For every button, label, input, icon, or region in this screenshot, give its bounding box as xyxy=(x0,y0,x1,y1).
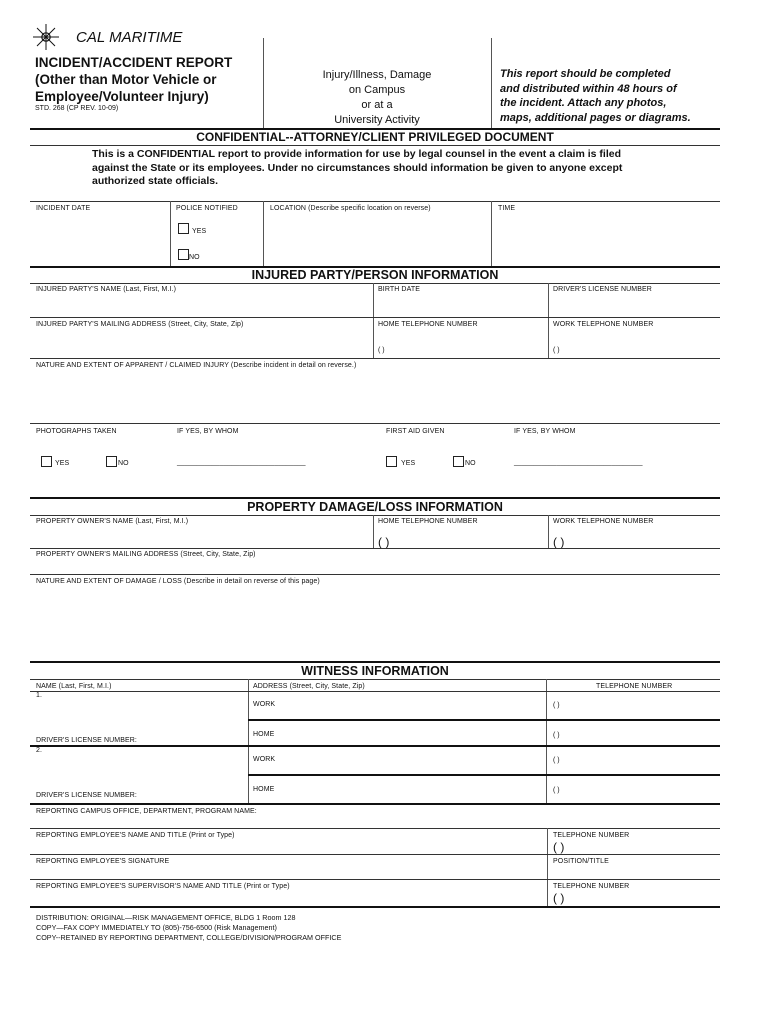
distribution-line-3: COPY--RETAINED BY REPORTING DEPARTMENT, COLLEGE/DIVISION/PROGRAM OFFICE xyxy=(36,933,342,942)
incident-divider-1 xyxy=(170,201,171,266)
work-phone-area-code[interactable]: ( ) xyxy=(553,347,560,354)
injury-nature-label: NATURE AND EXTENT OF APPARENT / CLAIMED INJURY (Describe incident in detail on reverse.) xyxy=(36,362,357,369)
driver-license-label: DRIVER'S LICENSE NUMBER xyxy=(553,286,652,293)
property-row-rule-2 xyxy=(30,574,720,575)
photos-taken-label: PHOTOGRAPHS TAKEN xyxy=(36,428,117,435)
police-notified-label: POLICE NOTIFIED xyxy=(176,205,238,212)
incident-divider-3 xyxy=(491,201,492,266)
injured-row-rule-1 xyxy=(30,317,720,318)
witness-2-number: 2. xyxy=(36,747,43,754)
scope-line-3: or at a xyxy=(361,99,393,111)
compass-star-logo-icon xyxy=(33,24,59,50)
incident-divider-2 xyxy=(263,201,264,266)
banner-bottom-rule xyxy=(30,145,720,146)
photos-by-whom-label: IF YES, BY WHOM xyxy=(177,428,239,435)
photos-no-label: NO xyxy=(118,460,129,467)
instruction-line-4: maps, additional pages or diagrams. xyxy=(500,111,691,124)
property-title-rule xyxy=(30,515,720,516)
property-section-title: PROPERTY DAMAGE/LOSS INFORMATION xyxy=(247,500,503,514)
witness-2-license-label: DRIVER'S LICENSE NUMBER: xyxy=(36,792,137,799)
witness-1-license-label: DRIVER'S LICENSE NUMBER: xyxy=(36,737,137,744)
injured-title-rule xyxy=(30,283,720,284)
police-no-label: NO xyxy=(189,254,200,261)
first-aid-label: FIRST AID GIVEN xyxy=(386,428,445,435)
reporting-divider xyxy=(547,828,548,906)
property-divider-b xyxy=(548,515,549,548)
form-title-line-2: (Other than Motor Vehicle or xyxy=(35,72,217,87)
first-aid-no-label: NO xyxy=(465,460,476,467)
reporting-phone2-label: TELEPHONE NUMBER xyxy=(553,883,630,890)
witness-bottom-rule xyxy=(30,803,720,805)
org-name: CAL MARITIME xyxy=(76,29,183,46)
home-phone-label: HOME TELEPHONE NUMBER xyxy=(378,321,478,328)
police-yes-checkbox[interactable] xyxy=(178,223,189,234)
witness-address-label: ADDRESS (Street, City, State, Zip) xyxy=(253,683,365,690)
reporting-phone2-area-code[interactable]: ( ) xyxy=(553,891,565,905)
home-phone-area-code[interactable]: ( ) xyxy=(378,347,385,354)
witness-1-home-label: HOME xyxy=(253,731,275,738)
photos-by-whom-field[interactable]: _________________________________ xyxy=(177,459,306,466)
form-title-line-1: INCIDENT/ACCIDENT REPORT xyxy=(35,55,233,70)
instruction-line-1: This report should be completed xyxy=(500,68,671,80)
header-divider-1 xyxy=(263,38,264,128)
property-work-phone-area-code[interactable]: ( ) xyxy=(553,535,565,549)
property-divider-a xyxy=(373,515,374,548)
reporting-phone-area-code[interactable]: ( ) xyxy=(553,840,565,854)
injured-row-rule-2 xyxy=(30,358,720,359)
incident-date-label: INCIDENT DATE xyxy=(36,205,91,212)
reporting-bottom-rule xyxy=(30,906,720,908)
witness-2-work-rule xyxy=(248,774,720,776)
witness-2-home-phone[interactable]: ( ) xyxy=(553,787,560,794)
witness-header-rule xyxy=(30,691,720,692)
birth-date-label: BIRTH DATE xyxy=(378,286,420,293)
time-label: TIME xyxy=(498,205,516,212)
first-aid-yes-checkbox[interactable] xyxy=(386,456,397,467)
police-no-checkbox[interactable] xyxy=(178,249,189,260)
reporting-rule-3 xyxy=(30,879,720,880)
witness-phone-label: TELEPHONE NUMBER xyxy=(596,683,673,690)
notice-line-3: authorized state officials. xyxy=(92,175,219,187)
photos-yes-label: YES xyxy=(55,460,70,467)
scope-line-1: Injury/Illness, Damage xyxy=(322,69,432,81)
police-yes-label: YES xyxy=(192,228,207,235)
distribution-line-2: COPY—FAX COPY IMMEDIATELY TO (805)-756-6500 (Risk Management) xyxy=(36,923,277,932)
notice-line-1: This is a CONFIDENTIAL report to provide information for use by legal counsel in the event a claim is filed xyxy=(92,148,621,160)
property-owner-label: PROPERTY OWNER'S NAME (Last, First, M.I.) xyxy=(36,518,189,525)
notice-line-2: against the State or its employees. Under no circumstances should information be given to anyone except xyxy=(92,161,623,174)
location-label: LOCATION (Describe specific location on reverse) xyxy=(270,205,431,212)
distribution-line-1: DISTRIBUTION: ORIGINAL—RISK MANAGEMENT OFFICE, BLDG 1 Room 128 xyxy=(36,913,296,922)
reporting-phone-label: TELEPHONE NUMBER xyxy=(553,832,630,839)
reporting-signature-label: REPORTING EMPLOYEE'S SIGNATURE xyxy=(36,858,170,865)
form-title-line-3: Employee/Volunteer Injury) xyxy=(35,89,209,104)
witness-name-label: NAME (Last, First, M.I.) xyxy=(36,683,112,690)
injured-divider-b xyxy=(548,283,549,358)
property-row-rule-1 xyxy=(30,548,720,549)
property-work-phone-label: WORK TELEPHONE NUMBER xyxy=(553,518,654,525)
witness-1-bottom-rule xyxy=(30,745,720,747)
injured-row-rule-3 xyxy=(30,423,720,424)
witness-1-work-label: WORK xyxy=(253,701,276,708)
injured-bottom-rule xyxy=(30,497,720,499)
injured-section-title: INJURED PARTY/PERSON INFORMATION xyxy=(251,268,499,282)
property-bottom-rule xyxy=(30,661,720,663)
first-aid-yes-label: YES xyxy=(401,460,416,467)
witness-1-work-phone[interactable]: ( ) xyxy=(553,702,560,709)
instruction-line-2: and distributed within 48 hours of xyxy=(500,82,677,95)
witness-divider-b xyxy=(546,679,547,803)
witness-title-rule xyxy=(30,679,720,680)
property-address-label: PROPERTY OWNER'S MAILING ADDRESS (Street, City, State, Zip) xyxy=(36,551,256,558)
injured-address-label: INJURED PARTY'S MAILING ADDRESS (Street, City, State, Zip) xyxy=(36,321,244,328)
distribution xyxy=(36,913,341,943)
property-home-phone-area-code[interactable]: ( ) xyxy=(378,535,390,549)
witness-2-work-label: WORK xyxy=(253,756,276,763)
confidential-banner: CONFIDENTIAL--ATTORNEY/CLIENT PRIVILEGED DOCUMENT xyxy=(196,130,554,144)
property-home-phone-label: HOME TELEPHONE NUMBER xyxy=(378,518,478,525)
scope-text xyxy=(268,68,486,128)
reporting-employee-label: REPORTING EMPLOYEE'S NAME AND TITLE (Print or Type) xyxy=(36,832,235,839)
witness-2-work-phone[interactable]: ( ) xyxy=(553,757,560,764)
header-divider-2 xyxy=(491,38,492,128)
incident-top-rule xyxy=(30,201,720,202)
work-phone-label: WORK TELEPHONE NUMBER xyxy=(553,321,654,328)
confidential-notice xyxy=(92,148,622,189)
witness-1-home-phone[interactable]: ( ) xyxy=(553,732,560,739)
first-aid-by-whom-label: IF YES, BY WHOM xyxy=(514,428,576,435)
reporting-office-label: REPORTING CAMPUS OFFICE, DEPARTMENT, PROGRAM NAME: xyxy=(36,808,257,815)
reporting-rule-1 xyxy=(30,828,720,829)
photos-yes-checkbox[interactable] xyxy=(41,456,52,467)
witness-1-work-rule xyxy=(248,719,720,721)
injured-divider-a xyxy=(373,283,374,358)
instructions xyxy=(500,67,691,125)
form-number: STD. 268 (CP REV. 10-09) xyxy=(35,105,119,112)
first-aid-by-whom-field[interactable]: _________________________________ xyxy=(514,459,643,466)
photos-no-checkbox[interactable] xyxy=(106,456,117,467)
witness-1-number: 1. xyxy=(36,692,43,699)
first-aid-no-checkbox[interactable] xyxy=(453,456,464,467)
reporting-position-label: POSITION/TITLE xyxy=(553,858,609,865)
witness-section-title: WITNESS INFORMATION xyxy=(301,664,449,678)
reporting-rule-2 xyxy=(30,854,720,855)
damage-nature-label: NATURE AND EXTENT OF DAMAGE / LOSS (Describe in detail on reverse of this page) xyxy=(36,578,320,585)
witness-divider-a xyxy=(248,679,249,803)
instruction-line-3: the incident. Attach any photos, xyxy=(500,97,667,109)
scope-line-2: on Campus xyxy=(348,84,406,96)
scope-line-4: University Activity xyxy=(334,114,420,126)
witness-2-home-label: HOME xyxy=(253,786,275,793)
injured-name-label: INJURED PARTY'S NAME (Last, First, M.I.) xyxy=(36,286,177,293)
reporting-supervisor-label: REPORTING EMPLOYEE'S SUPERVISOR'S NAME AND TITLE (Print or Type) xyxy=(36,883,290,890)
